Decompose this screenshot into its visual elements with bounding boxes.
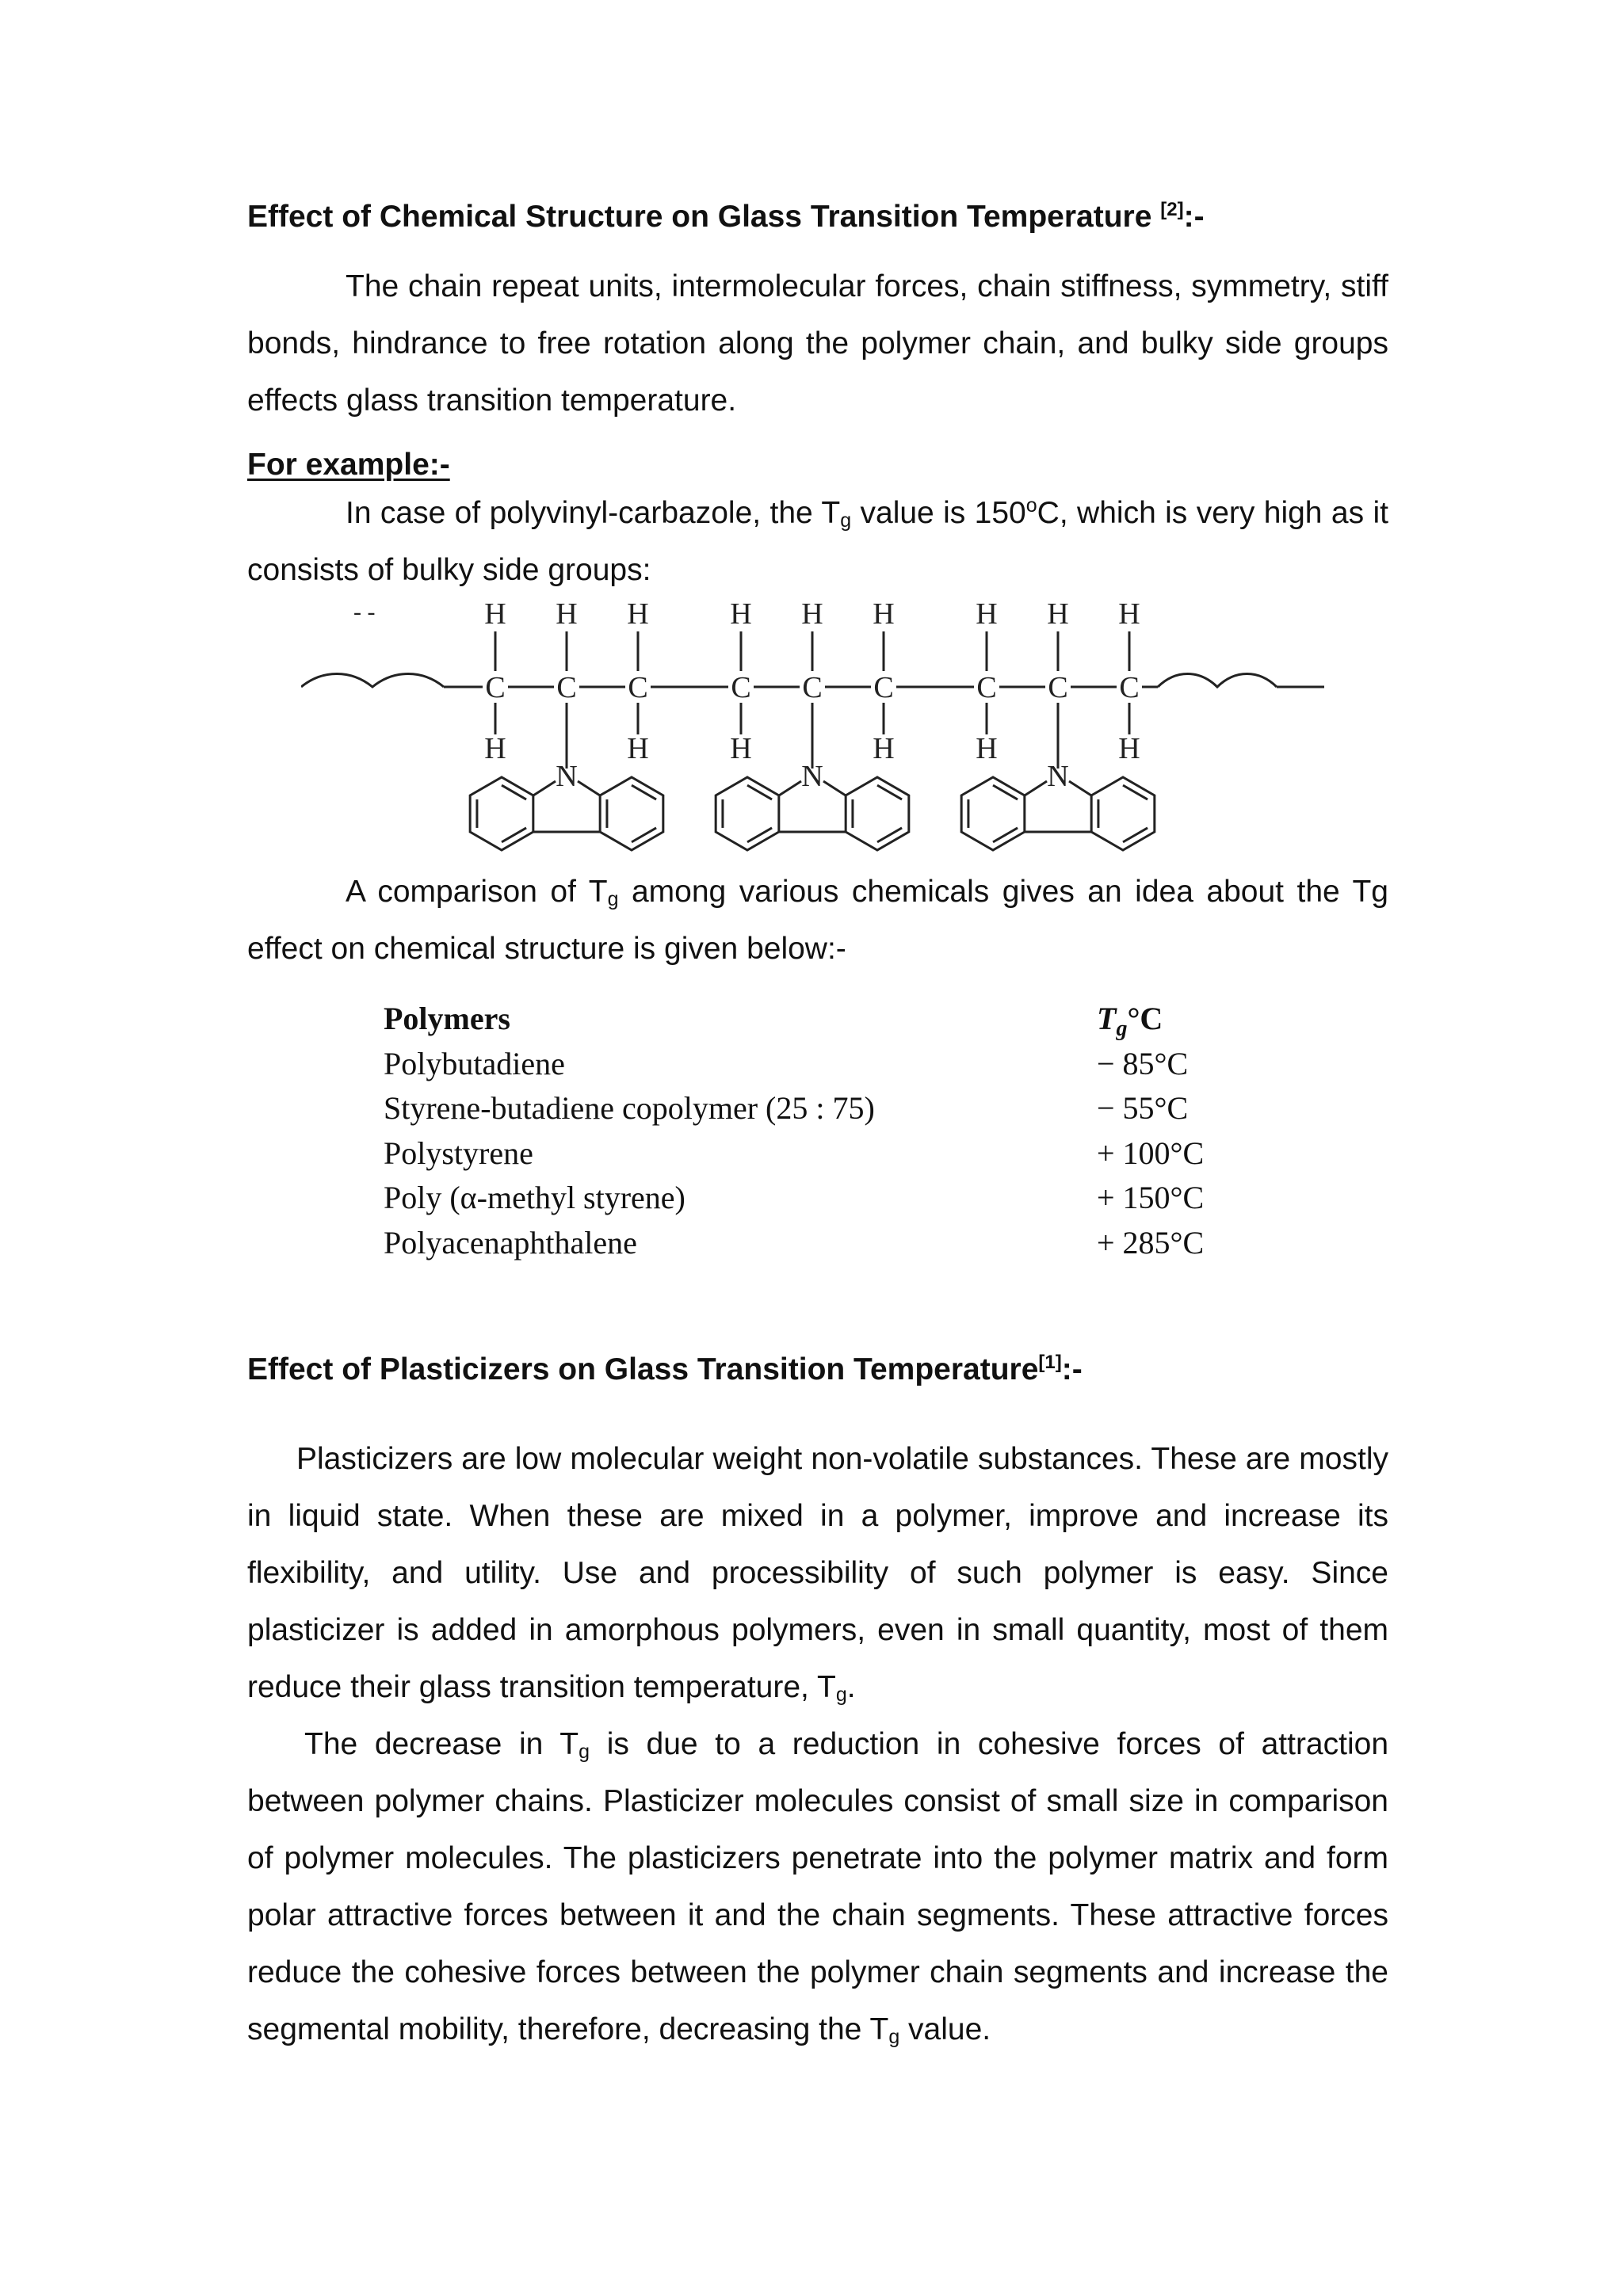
- hydrogen-atom: H: [873, 732, 895, 765]
- ring-bond: [578, 781, 600, 795]
- hydrogen-atom: H: [1118, 604, 1140, 631]
- aromatic-bond: [632, 828, 656, 842]
- example-label: For example:-: [247, 448, 450, 482]
- polymer-name: Styrene-butadiene copolymer (25 : 75): [384, 1090, 875, 1126]
- hydrogen-atom: H: [730, 604, 752, 631]
- plasticizer-paragraph-1: [247, 1431, 1388, 1716]
- leading-dashes: ‑ ‑: [353, 604, 376, 625]
- polymer-tg: + 100°C: [1097, 1135, 1205, 1171]
- ring-bond: [823, 781, 846, 795]
- polymer-tg: − 85°C: [1097, 1045, 1189, 1081]
- aromatic-bond: [1123, 828, 1148, 842]
- example-text-3: C, which is very high as it consists of bulky side groups:: [247, 496, 1388, 587]
- hydrogen-atom: H: [1118, 732, 1140, 765]
- hydrogen-atom: H: [730, 732, 752, 765]
- benzene-ring-left: [716, 777, 779, 850]
- carbon-atom: C: [731, 671, 751, 704]
- hydrogen-atom: H: [627, 732, 649, 765]
- nitrogen-atom: N: [1047, 760, 1069, 793]
- hydrogen-atom: H: [627, 604, 649, 631]
- polyvinyl-carbazole-structure: [301, 604, 1347, 881]
- aromatic-bond: [993, 828, 1018, 842]
- table-row: [384, 1131, 1224, 1177]
- carbon-atom: C: [485, 671, 506, 704]
- polymer-tg: + 150°C: [1097, 1180, 1205, 1215]
- hydrogen-atom: H: [484, 732, 506, 765]
- aromatic-bond: [1123, 785, 1148, 799]
- example-paragraph: [247, 485, 1388, 599]
- example-text-1: In case of polyvinyl-carbazole, the T: [346, 496, 841, 530]
- aromatic-bond: [747, 785, 772, 799]
- nitrogen-atom: N: [801, 760, 823, 793]
- ring-bond: [533, 781, 556, 795]
- ring-bond: [779, 781, 801, 795]
- header-tg: [1097, 997, 1224, 1042]
- carbon-atom: C: [628, 671, 648, 704]
- carbon-atom: C: [802, 671, 823, 704]
- nitrogen-atom: N: [556, 760, 578, 793]
- polymer-tg: + 285°C: [1097, 1224, 1205, 1261]
- section1-heading-ref: [2]: [1160, 199, 1184, 220]
- tg-subscript: g: [607, 888, 619, 910]
- benzene-ring-left: [961, 777, 1025, 850]
- tg-subscript: g: [888, 2026, 900, 2048]
- table-row: [384, 1176, 1224, 1221]
- hydrogen-atom: H: [976, 604, 998, 631]
- chain-wave: [1158, 674, 1277, 688]
- plasticizer-paragraph-2: [247, 1716, 1388, 2058]
- plasticizer-text-2-end: value.: [899, 2012, 991, 2046]
- table-row: [384, 1042, 1224, 1087]
- chain-wave: [301, 674, 444, 688]
- header-tg-unit: °C: [1127, 1001, 1163, 1036]
- table-row: [384, 1221, 1224, 1266]
- section1-heading-suffix: :-: [1183, 200, 1205, 234]
- polymer-name: Polyacenaphthalene: [384, 1224, 637, 1261]
- tg-comparison-table: [384, 997, 1224, 1265]
- aromatic-bond: [502, 828, 526, 842]
- comparison-text-2: among various chemicals gives an idea about the Tg effect on chemical structure is given below:-: [247, 875, 1388, 966]
- ring-bond: [1025, 781, 1047, 795]
- section1-intro-text: The chain repeat units, intermolecular forces, chain stiffness, symmetry, stiff bonds, hindrance to free rotation along the polymer chain, and bulky side groups effects glass transition temperature.: [247, 269, 1388, 418]
- section1-heading: [247, 198, 1205, 236]
- tg-subscript: g: [579, 1741, 590, 1763]
- section2-heading: [247, 1351, 1083, 1389]
- plasticizer-text-2: The decrease in T: [304, 1727, 579, 1761]
- section2-heading-ref: [1]: [1038, 1352, 1062, 1373]
- aromatic-bond: [993, 785, 1018, 799]
- aromatic-bond: [877, 785, 902, 799]
- plasticizer-text-1-end: .: [846, 1670, 856, 1704]
- aromatic-bond: [502, 785, 526, 799]
- aromatic-bond: [877, 828, 902, 842]
- comparison-paragraph: [247, 864, 1388, 978]
- polymer-tg: − 55°C: [1097, 1090, 1189, 1126]
- polymer-name: Poly (α-methyl styrene): [384, 1180, 685, 1215]
- header-tg-t: T: [1097, 1001, 1117, 1036]
- table-row: [384, 1086, 1224, 1131]
- benzene-ring-right: [600, 777, 663, 850]
- hydrogen-atom: H: [801, 604, 823, 631]
- hydrogen-atom: H: [1047, 604, 1069, 631]
- table-header: [384, 997, 1224, 1042]
- comparison-text-1: A comparison of T: [346, 875, 608, 909]
- section2-heading-suffix: :-: [1061, 1352, 1083, 1386]
- hydrogen-atom: H: [556, 604, 578, 631]
- ring-bond: [1069, 781, 1091, 795]
- aromatic-bond: [632, 785, 656, 799]
- degree-superscript: o: [1025, 494, 1037, 517]
- tg-subscript: g: [835, 1684, 847, 1706]
- benzene-ring-right: [846, 777, 909, 850]
- hydrogen-atom: H: [976, 732, 998, 765]
- section1-intro: [247, 258, 1388, 429]
- aromatic-bond: [747, 828, 772, 842]
- hydrogen-atom: H: [873, 604, 895, 631]
- tg-subscript: g: [840, 509, 852, 532]
- polymer-name: Polystyrene: [384, 1135, 533, 1171]
- benzene-ring-left: [470, 777, 533, 850]
- polymer-name: Polybutadiene: [384, 1045, 565, 1081]
- section2-heading-text: Effect of Plasticizers on Glass Transition Temperature: [247, 1352, 1039, 1386]
- hydrogen-atom: H: [484, 604, 506, 631]
- plasticizer-text-1: Plasticizers are low molecular weight non-volatile substances. These are mostly in liquid state. When these are mixed in a polymer, improve and increase its flexibility, and utility. Use and processibility of such polymer is easy. Since plasticizer is added in amorphous polymers, even in small quantity, most of them reduce their glass transition temperature, T: [247, 1442, 1388, 1704]
- benzene-ring-right: [1091, 777, 1155, 850]
- header-tg-g: g: [1116, 1016, 1128, 1041]
- carbon-atom: C: [1048, 671, 1068, 704]
- section1-heading-text: Effect of Chemical Structure on Glass Transition Temperature: [247, 200, 1152, 234]
- example-text-2: value is 150: [851, 496, 1026, 530]
- carbon-atom: C: [1119, 671, 1140, 704]
- carbon-atom: C: [976, 671, 997, 704]
- plasticizer-text-2-mid: is due to a reduction in cohesive forces of attraction between polymer chains. Plasticizer molecules consist of small size in comparison of polymer molecules. The plasticizers penetrate into the polymer matrix and form polar attractive forces between it and the chain segments. These attractive forces reduce the cohesive forces between the polymer chain segments and increase the segmental mobility, therefore, decreasing the T: [247, 1727, 1389, 2046]
- carbon-atom: C: [556, 671, 577, 704]
- carbon-atom: C: [873, 671, 894, 704]
- header-polymers: Polymers: [384, 1001, 510, 1036]
